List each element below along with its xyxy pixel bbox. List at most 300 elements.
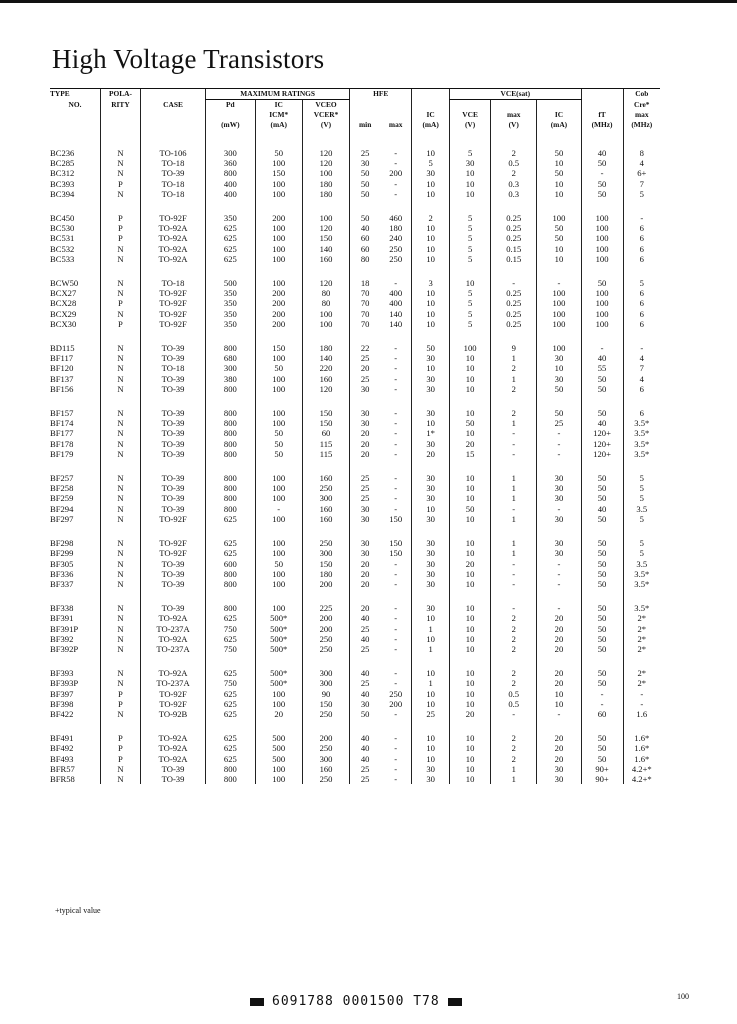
cell-polarity: N xyxy=(100,473,140,483)
cell-hfe-min: 30 xyxy=(350,514,380,524)
cell-cob: 1.6* xyxy=(623,743,660,753)
cell-pd: 380 xyxy=(206,374,255,384)
cell-ic-hfe: 10 xyxy=(412,189,450,199)
cell-vce: 10 xyxy=(450,278,491,288)
cell-cob: 3.5* xyxy=(623,449,660,459)
cell-pd: 600 xyxy=(206,559,255,569)
cell-ic-hfe: 1* xyxy=(412,428,450,438)
cell-vceo: 100 xyxy=(302,309,349,319)
cell-vce: 5 xyxy=(450,254,491,264)
cell-vceo: 160 xyxy=(302,254,349,264)
cell-cob: 6 xyxy=(623,223,660,233)
cell-ic-sat: 20 xyxy=(537,754,581,764)
cell-type-no: BC394 xyxy=(50,188,75,199)
cell-ic: 100 xyxy=(255,473,302,483)
cell-case: TO-92A xyxy=(140,254,205,264)
cell-ft: 40 xyxy=(581,418,623,428)
cell-vcesat-max: - xyxy=(491,439,537,449)
cell-vce: 10 xyxy=(450,754,491,764)
cell-ic-hfe: 10 xyxy=(412,754,450,764)
header-type: TYPE xyxy=(50,89,100,100)
cell-vce: 10 xyxy=(450,774,491,784)
cell-pd: 400 xyxy=(206,179,255,189)
cell-vcesat-max: 2 xyxy=(491,384,537,394)
cell-hfe-min: 80 xyxy=(350,254,380,264)
cell-type-no: BC532 xyxy=(50,243,75,254)
cell-vce: 10 xyxy=(450,634,491,644)
cell-vcesat-max: 2 xyxy=(491,678,537,688)
cell-pd: 800 xyxy=(206,168,255,178)
cell-ic: 50 xyxy=(255,439,302,449)
cell-vceo: 250 xyxy=(302,709,349,719)
cell-cob: - xyxy=(623,699,660,709)
header-vce: VCE xyxy=(450,110,491,120)
table-row xyxy=(50,709,660,719)
cell-vceo: 300 xyxy=(302,678,349,688)
cell-vcesat-max: 0.25 xyxy=(491,288,537,298)
cell-vce: 10 xyxy=(450,428,491,438)
cell-cob: 8 xyxy=(623,148,660,158)
header-polarity-2: RITY xyxy=(100,100,140,111)
cell-pd: 800 xyxy=(206,603,255,613)
cell-ic-sat: - xyxy=(537,603,581,613)
cell-cob: 3.5* xyxy=(623,579,660,589)
cell-ic-hfe: 30 xyxy=(412,353,450,363)
header-ft: fT xyxy=(581,110,623,120)
cell-vcesat-max: 2 xyxy=(491,743,537,753)
cell-vceo: 115 xyxy=(302,439,349,449)
cell-vceo: 150 xyxy=(302,408,349,418)
group-spacer xyxy=(50,264,660,278)
cell-hfe-max: 140 xyxy=(389,318,403,329)
cell-vce: 10 xyxy=(450,733,491,743)
cell-ic: 50 xyxy=(255,449,302,459)
cell-hfe-min: 30 xyxy=(350,384,380,394)
group-spacer xyxy=(50,199,660,213)
table-row xyxy=(50,689,660,699)
cell-cob: 3.5* xyxy=(623,428,660,438)
header-vce-unit: (V) xyxy=(450,120,491,134)
cell-cob: 5 xyxy=(623,493,660,503)
cell-vce: 5 xyxy=(450,309,491,319)
cell-cob: 3.5* xyxy=(623,569,660,579)
cell-ic-hfe: 10 xyxy=(412,613,450,623)
cell-ft: 50 xyxy=(581,754,623,764)
cell-type-no: BF294 xyxy=(50,503,74,514)
cell-vcesat-max: 1 xyxy=(491,514,537,524)
cell-vceo: 200 xyxy=(302,733,349,743)
cell-type-no: BCW50 xyxy=(50,278,79,289)
cell-hfe-min: 60 xyxy=(350,244,380,254)
cell-ft: 50 xyxy=(581,473,623,483)
cell-vce: 10 xyxy=(450,483,491,493)
table-row xyxy=(50,548,660,558)
cell-hfe-min: 70 xyxy=(350,288,380,298)
cell-polarity: N xyxy=(100,504,140,514)
table-row xyxy=(50,298,660,308)
cell-ic-sat: - xyxy=(537,278,581,288)
cell-pd: 800 xyxy=(206,493,255,503)
cell-pd: 750 xyxy=(206,644,255,654)
group-spacer xyxy=(50,654,660,668)
cell-ic: 50 xyxy=(255,559,302,569)
cell-pd: 625 xyxy=(206,733,255,743)
cell-cob: 4.2+* xyxy=(623,774,660,784)
cell-cob: 2* xyxy=(623,613,660,623)
top-rule xyxy=(0,0,737,3)
cell-polarity: N xyxy=(100,483,140,493)
cell-vceo: 300 xyxy=(302,754,349,764)
cell-vceo: 300 xyxy=(302,493,349,503)
cell-vcesat-max: 2 xyxy=(491,644,537,654)
cell-pd: 625 xyxy=(206,689,255,699)
cell-vcesat-max: 0.15 xyxy=(491,254,537,264)
cell-ic: 50 xyxy=(255,428,302,438)
cell-cob: 6 xyxy=(623,288,660,298)
cell-pd: 750 xyxy=(206,678,255,688)
cell-ic-hfe: 10 xyxy=(412,733,450,743)
cell-vce: 20 xyxy=(450,709,491,719)
cell-hfe-min: 20 xyxy=(350,603,380,613)
cell-ic: 100 xyxy=(255,483,302,493)
header-cre: Cre* xyxy=(623,100,660,111)
cell-ic-sat: 30 xyxy=(537,514,581,524)
cell-hfe-max: - xyxy=(394,278,398,289)
cell-pd: 625 xyxy=(206,743,255,753)
cell-ft: - xyxy=(581,168,623,178)
cell-ft: 100 xyxy=(581,298,623,308)
cell-hfe-min: 30 xyxy=(350,548,380,558)
cell-case: TO-39 xyxy=(140,483,205,493)
cell-ic-hfe: 30 xyxy=(412,548,450,558)
cell-hfe-max: - xyxy=(394,188,398,199)
cell-ic-hfe: 30 xyxy=(412,473,450,483)
cell-ic: 100 xyxy=(255,579,302,589)
cell-ic-sat: 30 xyxy=(537,538,581,548)
cell-cob: 6 xyxy=(623,254,660,264)
cell-case: TO-92A xyxy=(140,613,205,623)
cell-ic-hfe: 2 xyxy=(412,213,450,223)
cell-vce: 10 xyxy=(450,473,491,483)
cell-pd: 800 xyxy=(206,483,255,493)
cell-cob: 6 xyxy=(623,384,660,394)
cell-ft: 50 xyxy=(581,548,623,558)
cell-case: TO-92A xyxy=(140,743,205,753)
cell-ic: 50 xyxy=(255,363,302,373)
cell-ic: 500* xyxy=(255,624,302,634)
cell-ic: 200 xyxy=(255,288,302,298)
cell-ic: 100 xyxy=(255,699,302,709)
cell-polarity: N xyxy=(100,569,140,579)
cell-cob: 4 xyxy=(623,158,660,168)
cell-hfe-max: 400 xyxy=(389,298,403,309)
header-type-no: NO. xyxy=(68,99,82,109)
group-spacer xyxy=(50,719,660,733)
cell-hfe-max: - xyxy=(394,503,398,514)
cell-hfe-min: 50 xyxy=(350,179,380,189)
cell-polarity: N xyxy=(100,624,140,634)
cell-ic-hfe: 10 xyxy=(412,634,450,644)
cell-type-no: BF174 xyxy=(50,418,74,429)
cell-ic: 500* xyxy=(255,668,302,678)
cell-case: TO-18 xyxy=(140,179,205,189)
cell-hfe-min: 20 xyxy=(350,439,380,449)
cell-type-no: BF298 xyxy=(50,538,74,549)
cell-vcesat-max: 2 xyxy=(491,668,537,678)
cell-hfe-max: - xyxy=(394,483,398,494)
cell-vcesat-max: 1 xyxy=(491,473,537,483)
cell-hfe-min: 70 xyxy=(350,319,380,329)
cell-ic: 100 xyxy=(255,418,302,428)
table-row xyxy=(50,288,660,298)
table-row xyxy=(50,168,660,178)
cell-vceo: 225 xyxy=(302,603,349,613)
cell-hfe-min: 40 xyxy=(350,689,380,699)
cell-ic-hfe: 25 xyxy=(412,709,450,719)
cell-pd: 625 xyxy=(206,709,255,719)
cell-vceo: 200 xyxy=(302,579,349,589)
header-vcer: VCER* xyxy=(302,110,349,120)
cell-hfe-min: 25 xyxy=(350,353,380,363)
cell-hfe-max: 200 xyxy=(389,168,403,179)
cell-ic-hfe: 10 xyxy=(412,179,450,189)
cell-pd: 800 xyxy=(206,569,255,579)
table-row xyxy=(50,538,660,548)
cell-ft: 50 xyxy=(581,179,623,189)
cell-pd: 800 xyxy=(206,439,255,449)
cell-ic-sat: 20 xyxy=(537,678,581,688)
cell-vcesat-max: 2 xyxy=(491,733,537,743)
cell-vce: 5 xyxy=(450,298,491,308)
cell-vcesat-max: 0.5 xyxy=(491,699,537,709)
cell-vcesat-max: 9 xyxy=(491,343,537,353)
cell-ic-sat: 30 xyxy=(537,774,581,784)
header-ic-hfe: IC xyxy=(412,110,450,120)
cell-vceo: 150 xyxy=(302,418,349,428)
cell-vceo: 60 xyxy=(302,428,349,438)
cell-vce: 10 xyxy=(450,743,491,753)
cell-type-no: BCX27 xyxy=(50,288,77,299)
cell-ft: - xyxy=(581,699,623,709)
cell-cob: 6+ xyxy=(623,168,660,178)
cell-polarity: N xyxy=(100,774,140,784)
cell-case: TO-39 xyxy=(140,774,205,784)
cell-ic: 150 xyxy=(255,168,302,178)
header-sat-max: max xyxy=(491,110,537,120)
header-sat-max-unit: (V) xyxy=(491,120,537,134)
cell-ft: 50 xyxy=(581,624,623,634)
cell-vcesat-max: 1 xyxy=(491,374,537,384)
table-row xyxy=(50,559,660,569)
cell-hfe-max: - xyxy=(394,623,398,634)
table-row xyxy=(50,764,660,774)
cell-vce: 10 xyxy=(450,514,491,524)
cell-vce: 5 xyxy=(450,223,491,233)
cell-vcesat-max: 0.25 xyxy=(491,298,537,308)
cell-ic-hfe: 30 xyxy=(412,384,450,394)
cell-case: TO-92A xyxy=(140,223,205,233)
cell-ic-sat: 100 xyxy=(537,298,581,308)
cell-vcesat-max: 1 xyxy=(491,774,537,784)
cell-hfe-min: 30 xyxy=(350,158,380,168)
cell-type-no: BF493 xyxy=(50,753,74,764)
table-row xyxy=(50,278,660,288)
cell-ic-sat: 20 xyxy=(537,634,581,644)
cell-hfe-max: - xyxy=(394,408,398,419)
group-spacer xyxy=(50,589,660,603)
cell-case: TO-18 xyxy=(140,158,205,168)
cell-ic: 100 xyxy=(255,179,302,189)
cell-ic-sat: 10 xyxy=(537,244,581,254)
cell-ic-hfe: 10 xyxy=(412,309,450,319)
cell-hfe-max: - xyxy=(394,633,398,644)
cell-vceo: 180 xyxy=(302,189,349,199)
cell-vce: 10 xyxy=(450,624,491,634)
cell-ic-hfe: 20 xyxy=(412,449,450,459)
cell-vceo: 120 xyxy=(302,278,349,288)
cell-polarity: P xyxy=(100,213,140,223)
cell-case: TO-92F xyxy=(140,538,205,548)
cell-case: TO-18 xyxy=(140,363,205,373)
cell-ic: 100 xyxy=(255,158,302,168)
table-row xyxy=(50,754,660,764)
cell-type-no: BCX30 xyxy=(50,318,77,329)
cell-vceo: 160 xyxy=(302,764,349,774)
header-ic-unit: (mA) xyxy=(255,120,302,134)
cell-ic-hfe: 10 xyxy=(412,254,450,264)
cell-ic-sat: - xyxy=(537,569,581,579)
cell-ic: 100 xyxy=(255,569,302,579)
cell-case: TO-39 xyxy=(140,168,205,178)
cell-ic-sat: 20 xyxy=(537,644,581,654)
cell-type-no: BF179 xyxy=(50,448,74,459)
cell-vceo: 250 xyxy=(302,483,349,493)
cell-ic: 500 xyxy=(255,743,302,753)
cell-vcesat-max: 0.25 xyxy=(491,223,537,233)
cell-ic-hfe: 1 xyxy=(412,624,450,634)
cell-type-no: BF391P xyxy=(50,623,79,634)
cell-vcesat-max: - xyxy=(491,709,537,719)
cell-vce: 10 xyxy=(450,699,491,709)
cell-cob: 3.5* xyxy=(623,418,660,428)
cell-type-no: BF177 xyxy=(50,428,74,439)
cell-cob: 1.6* xyxy=(623,733,660,743)
cell-vceo: 180 xyxy=(302,343,349,353)
cell-vceo: 120 xyxy=(302,148,349,158)
table-row xyxy=(50,363,660,373)
cell-polarity: P xyxy=(100,754,140,764)
cell-cob: 5 xyxy=(623,278,660,288)
cell-hfe-max: 250 xyxy=(389,688,403,699)
cell-hfe-max: - xyxy=(394,603,398,614)
cell-hfe-max: - xyxy=(394,353,398,364)
cell-cob: 2* xyxy=(623,624,660,634)
cell-vcesat-max: 0.5 xyxy=(491,158,537,168)
cell-ic: 20 xyxy=(255,709,302,719)
cell-polarity: N xyxy=(100,353,140,363)
cell-cob: 2* xyxy=(623,634,660,644)
cell-case: TO-92F xyxy=(140,548,205,558)
cell-ic-hfe: 30 xyxy=(412,408,450,418)
cell-pd: 800 xyxy=(206,473,255,483)
cell-vce: 10 xyxy=(450,668,491,678)
cell-hfe-min: 20 xyxy=(350,428,380,438)
cell-vceo: 250 xyxy=(302,634,349,644)
cell-hfe-max: - xyxy=(394,178,398,189)
barcode-mark-left xyxy=(250,998,264,1006)
cell-polarity: N xyxy=(100,244,140,254)
cell-vceo: 140 xyxy=(302,244,349,254)
table-row xyxy=(50,158,660,168)
cell-ic: 100 xyxy=(255,233,302,243)
cell-pd: 625 xyxy=(206,514,255,524)
cell-case: TO-39 xyxy=(140,449,205,459)
cell-hfe-max: - xyxy=(394,753,398,764)
cell-type-no: BC450 xyxy=(50,213,75,224)
cell-ic-sat: 100 xyxy=(537,319,581,329)
cell-ic-hfe: 30 xyxy=(412,483,450,493)
cell-ic-sat: - xyxy=(537,449,581,459)
header-icm: ICM* xyxy=(255,110,302,120)
cell-cob: 7 xyxy=(623,179,660,189)
table-row xyxy=(50,504,660,514)
cell-ic-sat: 50 xyxy=(537,223,581,233)
cell-ic: 100 xyxy=(255,353,302,363)
header-hfe: HFE xyxy=(350,89,412,100)
cell-vceo: 115 xyxy=(302,449,349,459)
cell-ft: 40 xyxy=(581,504,623,514)
cell-type-no: BFR58 xyxy=(50,773,75,784)
cell-type-no: BF336 xyxy=(50,568,74,579)
cell-ic-hfe: 10 xyxy=(412,223,450,233)
cell-vcesat-max: 2 xyxy=(491,624,537,634)
cell-polarity: N xyxy=(100,343,140,353)
cell-ft: 120+ xyxy=(581,449,623,459)
cell-cob: 7 xyxy=(623,363,660,373)
table-row xyxy=(50,244,660,254)
cell-ic-hfe: 30 xyxy=(412,764,450,774)
cell-vcesat-max: 2 xyxy=(491,168,537,178)
cell-case: TO-39 xyxy=(140,384,205,394)
cell-hfe-max: 150 xyxy=(389,513,403,524)
cell-ic: 100 xyxy=(255,774,302,784)
cell-ic-sat: - xyxy=(537,439,581,449)
cell-hfe-min: 50 xyxy=(350,213,380,223)
cell-ic-hfe: 10 xyxy=(412,319,450,329)
cell-ft: 50 xyxy=(581,743,623,753)
cell-type-no: BF422 xyxy=(50,708,74,719)
cell-ic: 100 xyxy=(255,689,302,699)
cell-pd: 800 xyxy=(206,418,255,428)
cell-vceo: 100 xyxy=(302,213,349,223)
cell-ic-hfe: 50 xyxy=(412,343,450,353)
cell-ft: 50 xyxy=(581,384,623,394)
cell-case: TO-39 xyxy=(140,439,205,449)
cell-ic: 100 xyxy=(255,548,302,558)
cell-type-no: BF178 xyxy=(50,438,74,449)
cell-type-no: BCX29 xyxy=(50,308,77,319)
cell-case: TO-39 xyxy=(140,353,205,363)
cell-pd: 350 xyxy=(206,288,255,298)
cell-hfe-min: 20 xyxy=(350,569,380,579)
cell-vceo: 200 xyxy=(302,624,349,634)
cell-pd: 625 xyxy=(206,548,255,558)
cell-hfe-max: - xyxy=(394,373,398,384)
cell-vceo: 150 xyxy=(302,699,349,709)
table-row xyxy=(50,189,660,199)
cell-ic: 500 xyxy=(255,733,302,743)
cell-hfe-max: - xyxy=(394,438,398,449)
